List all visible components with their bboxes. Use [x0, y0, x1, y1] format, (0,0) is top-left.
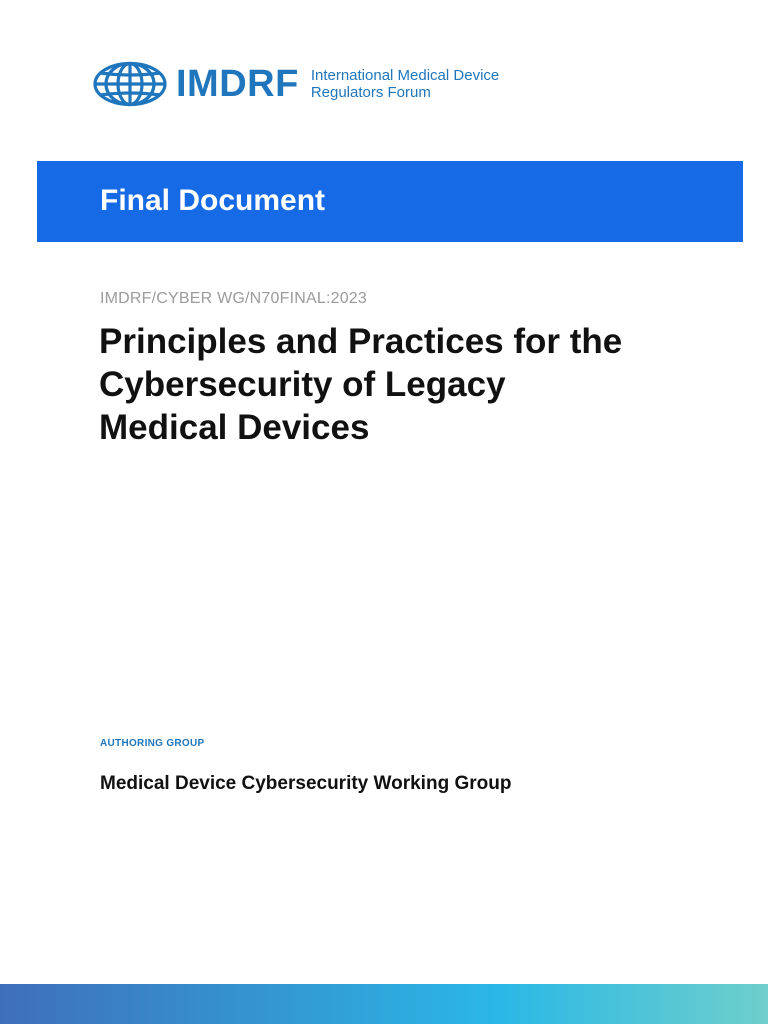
- document-title-line: Medical Devices: [99, 408, 370, 447]
- authoring-group-label: AUTHORING GROUP: [100, 738, 205, 749]
- logo-subtitle-line-2: Regulators Forum: [310, 84, 431, 101]
- document-title: [99, 320, 719, 449]
- logo-subtitle-line-1: International Medical Device: [310, 67, 500, 84]
- banner-title: Final Document: [100, 184, 326, 217]
- footer-gradient-bar: [0, 984, 768, 1024]
- document-title-line: Cybersecurity of Legacy: [99, 365, 506, 404]
- imdrf-logo: [92, 60, 499, 108]
- logo-subtitle: [311, 67, 499, 101]
- document-type-banner: [37, 161, 743, 242]
- globe-icon: [92, 61, 168, 107]
- document-code: IMDRF/CYBER WG/N70FINAL:2023: [100, 290, 367, 307]
- logo-wordmark: IMDRF: [176, 63, 299, 105]
- document-title-line: Principles and Practices for the: [99, 322, 623, 361]
- authoring-group-name: Medical Device Cybersecurity Working Group: [100, 773, 512, 794]
